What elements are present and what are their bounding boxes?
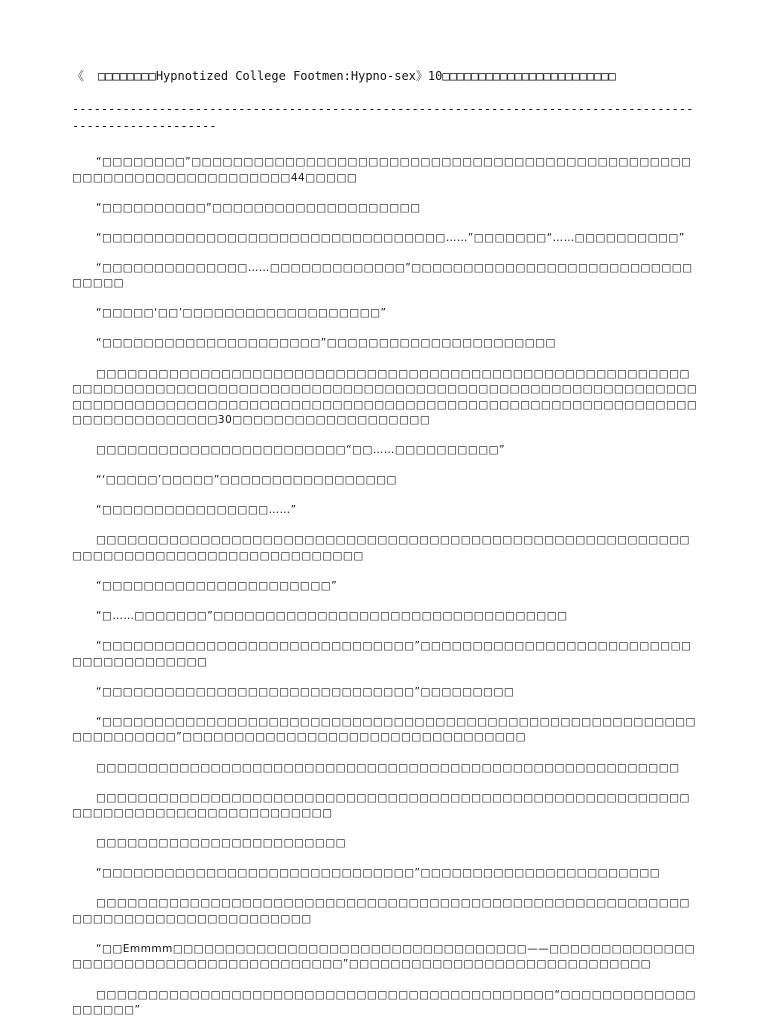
paragraph: □□□□□□□□□□□□□□□□□□□□□□□□□□□□□□□□□□□□□□□□□□□□“□□□□□□□□□□□□□□□□□□□” (72, 988, 696, 1017)
paragraph: “□□□□□□□□”□□□□□□□□□□□□□□□□□□□□□□□□□□□□□□□□□□□□□□□□□□□□□□□□□□□□□□□□□□□□□□□□□□□□□44□□□□□ (72, 156, 692, 184)
paragraph: □□□□□□□□□□□□□□□□□□□□□□□□“□□……□□□□□□□□□□” (96, 444, 506, 457)
paragraph: “□□□□□□□□□□□□□□□□□□□□□□□□□□□□□□□□□……”□□□□□□□“……□□□□□□□□□□” (96, 231, 685, 244)
document-title (72, 68, 698, 84)
paragraph: “□□□□□□□□□□”□□□□□□□□□□□□□□□□□□□□ (96, 201, 421, 214)
paragraph: “□□□□□□□□□□□□□□□□□□□□□□□□□□□□□□”□□□□□□□□□□□□□□□□□□□□□□□ (96, 867, 661, 880)
paragraph: “□□□□□□□□□□□□□□□□□□□□□□” (96, 580, 338, 593)
paragraph: “□□□□□□□□□□□□□□……□□□□□□□□□□□□□”□□□□□□□□□□□□□□□□□□□□□□□□□□□□□□□□ (72, 261, 693, 290)
title-open-bracket: 《 (72, 69, 85, 83)
body-text (72, 155, 698, 1019)
paragraph: □□□□□□□□□□□□□□□□□□□□□□□□□□□□□□□□□□□□□□□□□□□□□□□□□□□□□□□□□□□□□□□□□□□□□□□□□□□□□□□□□□ (72, 791, 690, 820)
paragraph: “□□□□□□□□□□□□□□□□□□□□□□□□□□□□□□”□□□□□□□□□□□□□□□□□□□□□□□□□□□□□□□□□□□□□□□ (72, 640, 692, 668)
paragraph: “□□Emmmm□□□□□□□□□□□□□□□□□□□□□□□□□□□□□□□□□□——□□□□□□□□□□□□□□□□□□□□□□□□□□□□□□□□□□□□□□□□”□□□□□□□□□□□□□□□□□□□□□□□□□□□□□ (72, 942, 696, 971)
paragraph: “□□□□□□□□□□□□□□□□……” (96, 504, 297, 517)
paragraph: “‘□□□□□’□□□□□”□□□□□□□□□□□□□□□□□ (96, 474, 397, 487)
paragraph: □□□□□□□□□□□□□□□□□□□□□□□□□□□□□□□□□□□□□□□□□□□□□□□□□□□□□□□□ (96, 761, 680, 774)
paragraph: “□□□□□‘□□’□□□□□□□□□□□□□□□□□□□” (96, 307, 387, 320)
paragraph: “□□□□□□□□□□□□□□□□□□□□□”□□□□□□□□□□□□□□□□□□□□□□ (96, 337, 556, 350)
title-text: □□□□□□□□Hypnotized College Footmen:Hypno-sex》10□□□□□□□□□□□□□□□□□□□□□□□□ (98, 69, 616, 83)
paragraph: “□……□□□□□□□”□□□□□□□□□□□□□□□□□□□□□□□□□□□□□□□□□□ (96, 610, 568, 623)
paragraph: □□□□□□□□□□□□□□□□□□□□□□□□□□□□□□□□□□□□□□□□□□□□□□□□□□□□□□□□□□□□□□□□□□□□□□□□□□□□□□□□□□□□□□□□□□□□□□□□□□□□□□□□□□□□□□□□□□□□□□□□□□□□□□□□□□□□□□□□□□□□□□□□□□□□□□□□□□□□□□□□□□□□□□□□□□□□□□□□□□□□□□□□□□□□□□□30□□□□□□□□□□□□□□□□□□□ (72, 367, 698, 427)
paragraph: “□□□□□□□□□□□□□□□□□□□□□□□□□□□□□□□□□□□□□□□□□□□□□□□□□□□□□□□□□□□□□□□□□□□”□□□□□□□□□□□□□□□□□□□□□□□□□□□□□□□□□ (72, 715, 696, 744)
separator-rule: ---------------------------------------------------------------------------------------------------------- (72, 102, 694, 133)
paragraph: □□□□□□□□□□□□□□□□□□□□□□□□□□□□□□□□□□□□□□□□□□□□□□□□□□□□□□□□□□□□□□□□□□□□□□□□□□□□□□□□□□□□□ (72, 534, 690, 562)
paragraph: □□□□□□□□□□□□□□□□□□□□□□□□ (96, 837, 347, 850)
paragraph: □□□□□□□□□□□□□□□□□□□□□□□□□□□□□□□□□□□□□□□□□□□□□□□□□□□□□□□□□□□□□□□□□□□□□□□□□□□□□□□□ (72, 897, 690, 925)
paragraph: “□□□□□□□□□□□□□□□□□□□□□□□□□□□□□□”□□□□□□□□□ (96, 685, 515, 698)
